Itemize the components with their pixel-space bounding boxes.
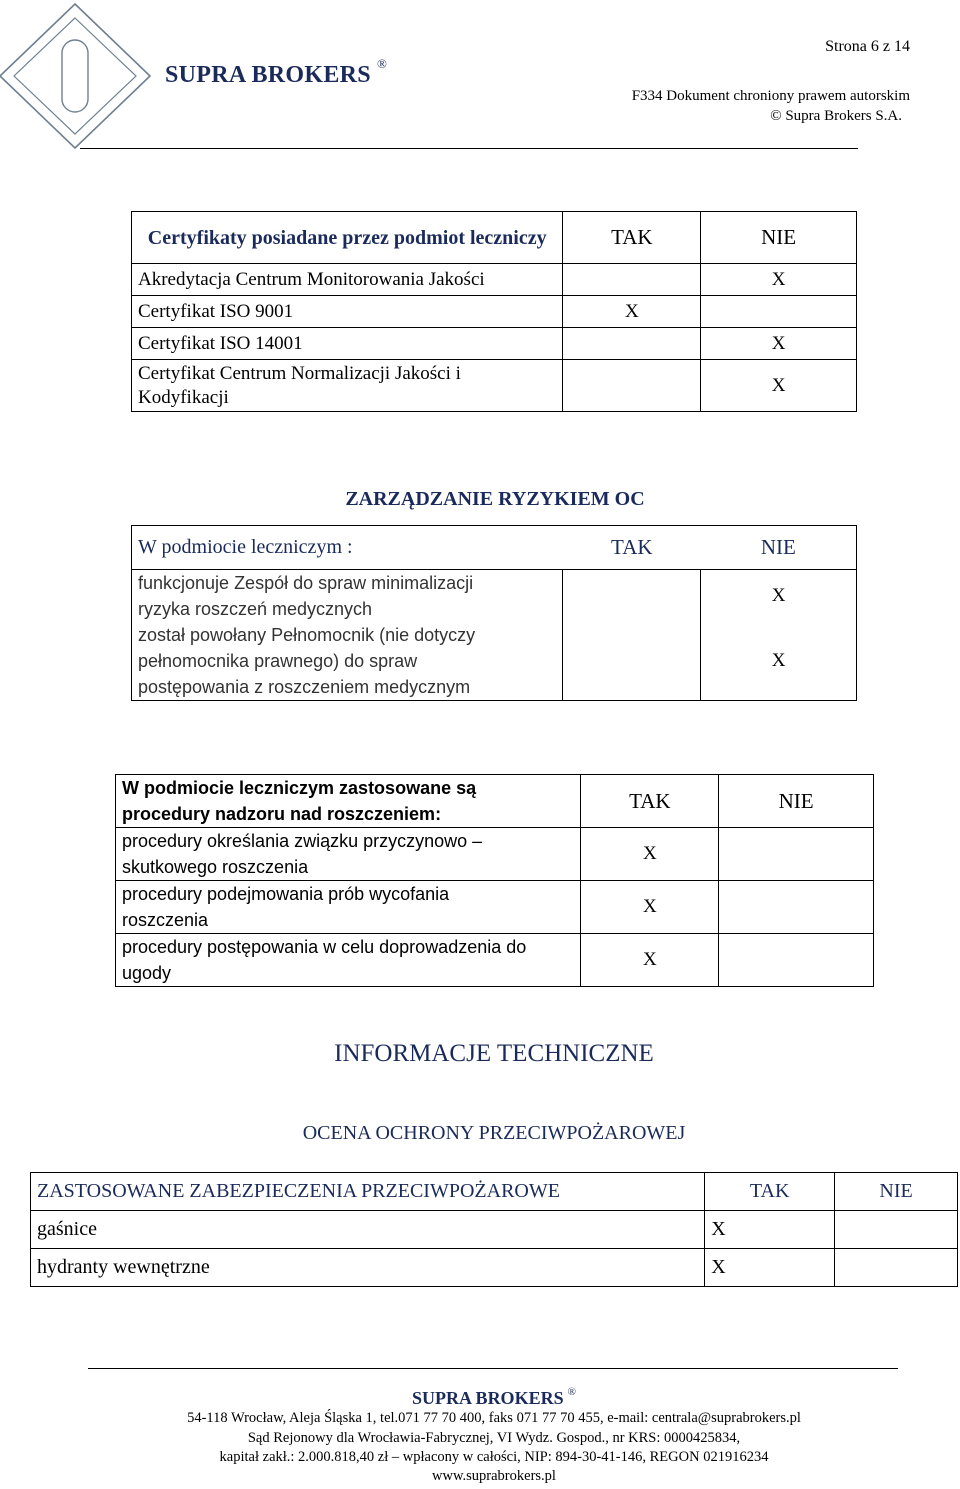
footer-capital-tax: kapitał zakł.: 2.000.818,40 zł – wpłacony w całości, NIP: 894-30-41-146, REGON 021916234 (219, 1449, 769, 1465)
page-number: Strona 6 z 14 (825, 38, 910, 55)
fire-yes-mark: X (705, 1211, 835, 1249)
table-row (31, 1211, 958, 1249)
certificate-no-mark: X (701, 264, 857, 296)
procedures-table (115, 774, 874, 987)
certificates-header-row (132, 212, 857, 264)
certificates-no-header: NIE (701, 212, 857, 264)
certificate-label: Akredytacja Centrum Monitorowania Jakości (132, 264, 563, 296)
header-brand: SUPRA BROKERS ® (165, 56, 388, 88)
procedure-yes-mark: X (581, 934, 719, 987)
fire-protection-label: gaśnice (31, 1211, 705, 1249)
certificate-no-mark (701, 296, 857, 328)
certificate-yes-mark (563, 328, 701, 360)
certificate-yes-mark: X (563, 296, 701, 328)
certificate-yes-mark (563, 264, 701, 296)
table-row (132, 264, 857, 296)
certificate-no-mark: X (701, 328, 857, 360)
procedure-no-mark (719, 934, 874, 987)
fire-yes-header: TAK (705, 1173, 835, 1211)
certificate-yes-mark (563, 360, 701, 412)
table-row (132, 570, 857, 623)
footer-brand: SUPRA BROKERS ® (412, 1386, 576, 1408)
table-row (132, 622, 857, 701)
certificates-yes-header: TAK (563, 212, 701, 264)
fire-no-mark (835, 1211, 958, 1249)
risk-no-mark: X (701, 570, 857, 623)
procedure-label: procedury postępowania w celu doprowadzenia do ugody (116, 934, 581, 987)
risk-no-header: NIE (701, 526, 857, 570)
fire-protection-table (30, 1172, 958, 1287)
procedure-no-mark (719, 828, 874, 881)
risk-label: został powołany Pełnomocnik (nie dotyczy pełnomocnika prawnego) do spraw postępowania z roszczeniem medycznym (132, 622, 563, 701)
procedure-yes-mark: X (581, 881, 719, 934)
document-notice: F334 Dokument chroniony prawem autorskim (631, 88, 910, 104)
certificates-header-label: Certyfikaty posiadane przez podmiot leczniczy (132, 212, 563, 264)
procedure-label: procedury określania związku przyczynowo – skutkowego roszczenia (116, 828, 581, 881)
table-row (132, 328, 857, 360)
table-row (132, 360, 857, 412)
certificate-label: Certyfikat ISO 14001 (132, 328, 563, 360)
risk-label: funkcjonuje Zespół do spraw minimalizacji ryzyka roszczeń medycznych (132, 570, 563, 623)
fire-header-label: ZASTOSOWANE ZABEZPIECZENIA PRZECIWPOŻAROWE (31, 1173, 705, 1211)
footer-rule (88, 1368, 898, 1369)
table-row (116, 828, 874, 881)
table-row (132, 296, 857, 328)
procedure-no-mark (719, 881, 874, 934)
procedures-no-header: NIE (719, 775, 874, 828)
certificate-label: Certyfikat Centrum Normalizacji Jakości i Kodyfikacji (132, 360, 563, 412)
table-row (31, 1249, 958, 1287)
technical-title: INFORMACJE TECHNICZNE (334, 1040, 654, 1067)
risk-yes-header: TAK (563, 526, 701, 570)
fire-no-mark (835, 1249, 958, 1287)
risk-no-mark: X (701, 622, 857, 701)
certificates-table (131, 211, 857, 412)
fire-protection-label: hydranty wewnętrzne (31, 1249, 705, 1287)
technical-subtitle: OCENA OCHRONY PRZECIWPOŻAROWEJ (302, 1122, 686, 1144)
risk-yes-mark (563, 570, 701, 623)
procedure-yes-mark: X (581, 828, 719, 881)
procedures-header-label: W podmiocie leczniczym zastosowane są procedury nadzoru nad roszczeniem: (116, 775, 581, 828)
risk-yes-mark (563, 622, 701, 701)
procedures-yes-header: TAK (581, 775, 719, 828)
certificate-no-mark: X (701, 360, 857, 412)
fire-yes-mark: X (705, 1249, 835, 1287)
risk-header-row (132, 526, 857, 570)
table-row (116, 881, 874, 934)
fire-header-row (31, 1173, 958, 1211)
fire-no-header: NIE (835, 1173, 958, 1211)
risk-header-label: W podmiocie leczniczym : (132, 526, 563, 570)
risk-table (131, 525, 857, 701)
header-rule (80, 148, 858, 149)
footer-website: www.suprabrokers.pl (432, 1468, 556, 1484)
footer-address: 54-118 Wrocław, Aleja Śląska 1, tel.071 77 70 400, faks 071 77 70 455, e-mail: centrala@suprabrokers.pl (187, 1410, 801, 1426)
certificate-label: Certyfikat ISO 9001 (132, 296, 563, 328)
table-row (116, 934, 874, 987)
copyright-notice: © Supra Brokers S.A. (770, 108, 902, 124)
footer-court-registration: Sąd Rejonowy dla Wrocławia-Fabrycznej, VI Wydz. Gospod., nr KRS: 0000425834, (247, 1430, 741, 1446)
procedures-header-row (116, 775, 874, 828)
risk-section-title: ZARZĄDZANIE RYZYKIEM OC (345, 488, 645, 510)
company-logo (0, 0, 160, 152)
procedure-label: procedury podejmowania prób wycofania roszczenia (116, 881, 581, 934)
